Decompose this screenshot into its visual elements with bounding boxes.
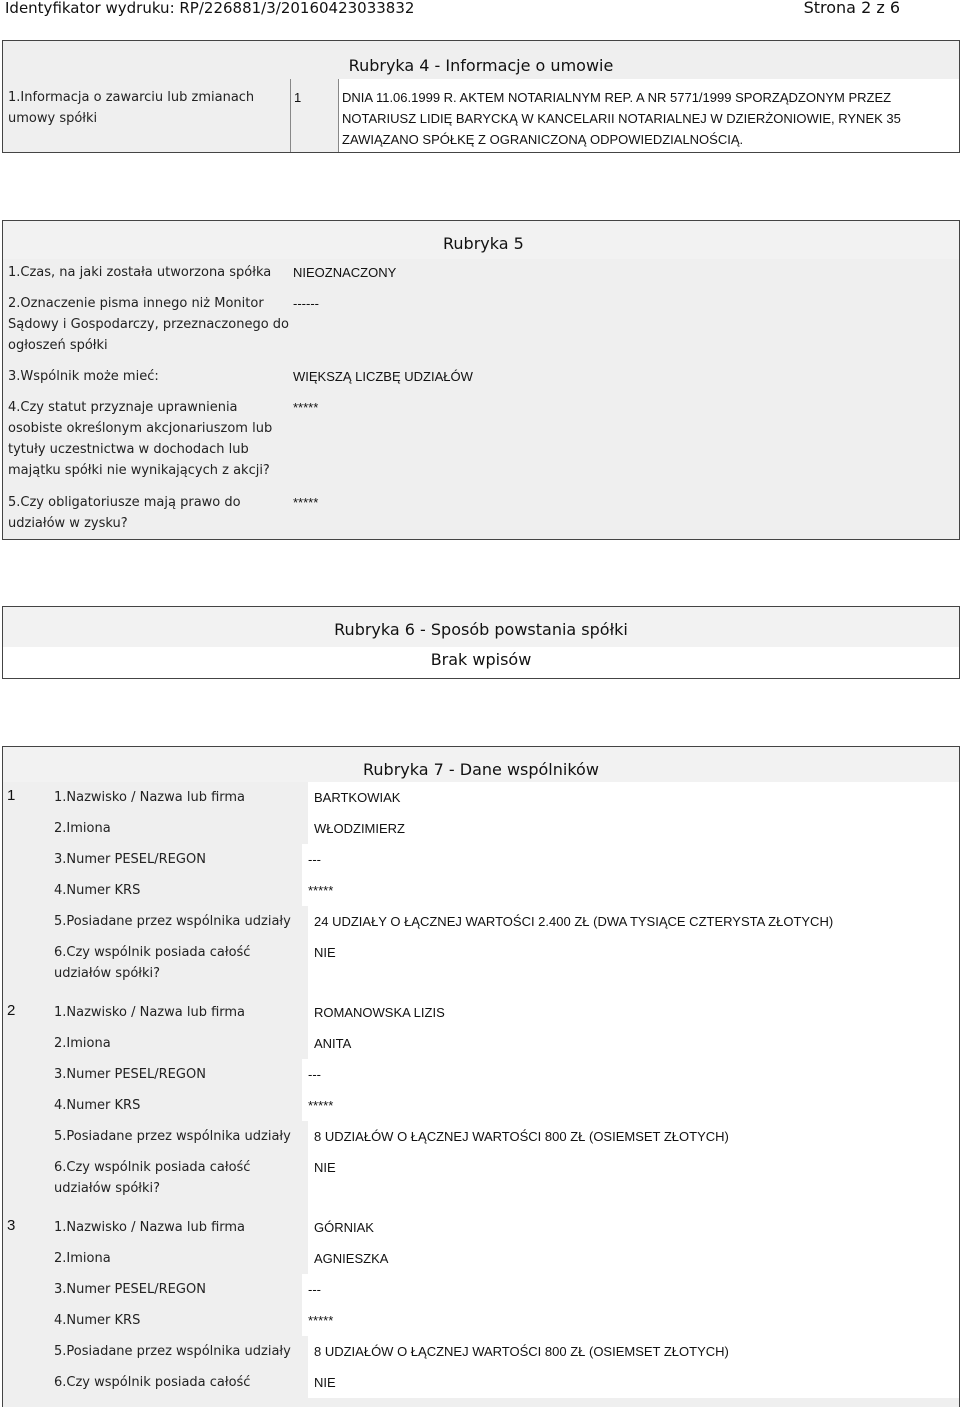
field-label: 5.Posiadane przez wspólnika udziały [54, 1129, 291, 1144]
field-value: ***** [293, 495, 319, 510]
field-label: 5.Posiadane przez wspólnika udziały [54, 914, 291, 929]
field-row [3, 259, 959, 290]
partner-all-shares: NIE [308, 1367, 959, 1398]
partner-name: GÓRNIAK [308, 1212, 959, 1243]
partner-first-names: AGNIESZKA [308, 1243, 959, 1274]
section-title: Rubryka 5 [3, 221, 959, 259]
field-value: ------ [293, 296, 319, 311]
partner-block [3, 997, 959, 1212]
field-label: 6.Czy wspólnik posiada całość udziałów spółki? [54, 1160, 251, 1196]
field-row [3, 290, 959, 363]
partner-name: BARTKOWIAK [308, 782, 959, 813]
field-label: 4.Numer KRS [54, 1313, 141, 1328]
page-number: Strona 2 z 6 [803, 0, 900, 17]
partner-pesel: --- [302, 1274, 959, 1305]
partner-krs: ***** [302, 1090, 959, 1121]
field-label: 3.Wspólnik może mieć: [8, 369, 159, 384]
field-label: 1.Nazwisko / Nazwa lub firma [54, 1005, 246, 1020]
field-value: ***** [293, 400, 319, 415]
field-label: 5.Czy obligatoriusze mają prawo do udziałów w zysku? [8, 495, 241, 531]
field-label: 5.Posiadane przez wspólnika udziały [54, 1344, 291, 1359]
section-rubryka-5 [2, 220, 960, 540]
field-label: 6.Czy wspólnik posiada całość [54, 1375, 251, 1390]
field-label: 4.Czy statut przyznaje uprawnienia osobiste określonym akcjonariuszom lub tytuły uczestnictwa w dochodach lub majątku spółki nie wynikających z akcji? [8, 400, 273, 478]
partner-number: 1 [7, 787, 16, 804]
partner-block [3, 1212, 959, 1407]
partner-first-names: WŁODZIMIERZ [308, 813, 959, 844]
field-label: 2.Oznaczenie pisma innego niż Monitor Sądowy i Gospodarczy, przeznaczonego do ogłoszeń spółki [8, 296, 289, 353]
partner-shares: 8 UDZIAŁÓW O ŁĄCZNEJ WARTOŚCI 800 ZŁ (OSIEMSET ZŁOTYCH) [308, 1121, 959, 1152]
field-value: WIĘKSZĄ LICZBĘ UDZIAŁÓW [293, 369, 473, 384]
section-title: Rubryka 6 - Sposób powstania spółki [3, 607, 959, 647]
partner-shares: 8 UDZIAŁÓW O ŁĄCZNEJ WARTOŚCI 800 ZŁ (OSIEMSET ZŁOTYCH) [308, 1336, 959, 1367]
field-label: 2.Imiona [54, 1036, 111, 1051]
field-label: 3.Numer PESEL/REGON [54, 1067, 206, 1082]
section-title: Rubryka 7 - Dane wspólników [3, 747, 959, 782]
entry-number: 1 [291, 79, 339, 152]
partner-shares: 24 UDZIAŁY O ŁĄCZNEJ WARTOŚCI 2.400 ZŁ (DWA TYSIĄCE CZTERYSTA ZŁOTYCH) [308, 906, 959, 937]
field-label: 4.Numer KRS [54, 883, 141, 898]
field-label: 1.Informacja o zawarciu lub zmianach umowy spółki [3, 79, 291, 152]
partner-all-shares: NIE [308, 937, 959, 997]
field-value: DNIA 11.06.1999 R. AKTEM NOTARIALNYM REP. A NR 5771/1999 SPORZĄDZONYM PRZEZ NOTARIUSZ LIDIĘ BARYCKĄ W KANCELARII NOTARIALNEJ W DZIERŻONIOWIE, RYNEK 35 ZAWIĄZANO SPÓŁKĘ Z OGRANICZONĄ ODPOWIEDZIALNOŚCIĄ. [339, 79, 959, 152]
field-label: 1.Czas, na jaki została utworzona spółka [8, 265, 272, 280]
partner-block [3, 782, 959, 997]
field-label: 3.Numer PESEL/REGON [54, 852, 206, 867]
partner-number: 3 [7, 1217, 16, 1234]
field-label: 4.Numer KRS [54, 1098, 141, 1113]
field-label: 2.Imiona [54, 821, 111, 836]
section-rubryka-6 [2, 606, 960, 679]
no-entries-text: Brak wpisów [3, 647, 959, 678]
field-label: 1.Nazwisko / Nazwa lub firma [54, 1220, 246, 1235]
partner-pesel: --- [302, 844, 959, 875]
field-row [3, 489, 959, 537]
field-row [3, 363, 959, 394]
partner-first-names: ANITA [308, 1028, 959, 1059]
section-rubryka-4 [2, 40, 960, 153]
print-identifier: Identyfikator wydruku: RP/226881/3/20160423033832 [5, 0, 415, 17]
partner-pesel: --- [302, 1059, 959, 1090]
field-label: 2.Imiona [54, 1251, 111, 1266]
section-title: Rubryka 4 - Informacje o umowie [3, 41, 959, 79]
partner-name: ROMANOWSKA LIZIS [308, 997, 959, 1028]
partner-all-shares: NIE [308, 1152, 959, 1212]
field-label: 3.Numer PESEL/REGON [54, 1282, 206, 1297]
field-label: 1.Nazwisko / Nazwa lub firma [54, 790, 246, 805]
partner-number: 2 [7, 1002, 16, 1019]
field-row [3, 394, 959, 489]
field-value: NIEOZNACZONY [293, 265, 397, 280]
field-label: 6.Czy wspólnik posiada całość udziałów spółki? [54, 945, 251, 981]
partner-krs: ***** [302, 1305, 959, 1336]
partner-krs: ***** [302, 875, 959, 906]
section-rubryka-7 [2, 746, 960, 1407]
